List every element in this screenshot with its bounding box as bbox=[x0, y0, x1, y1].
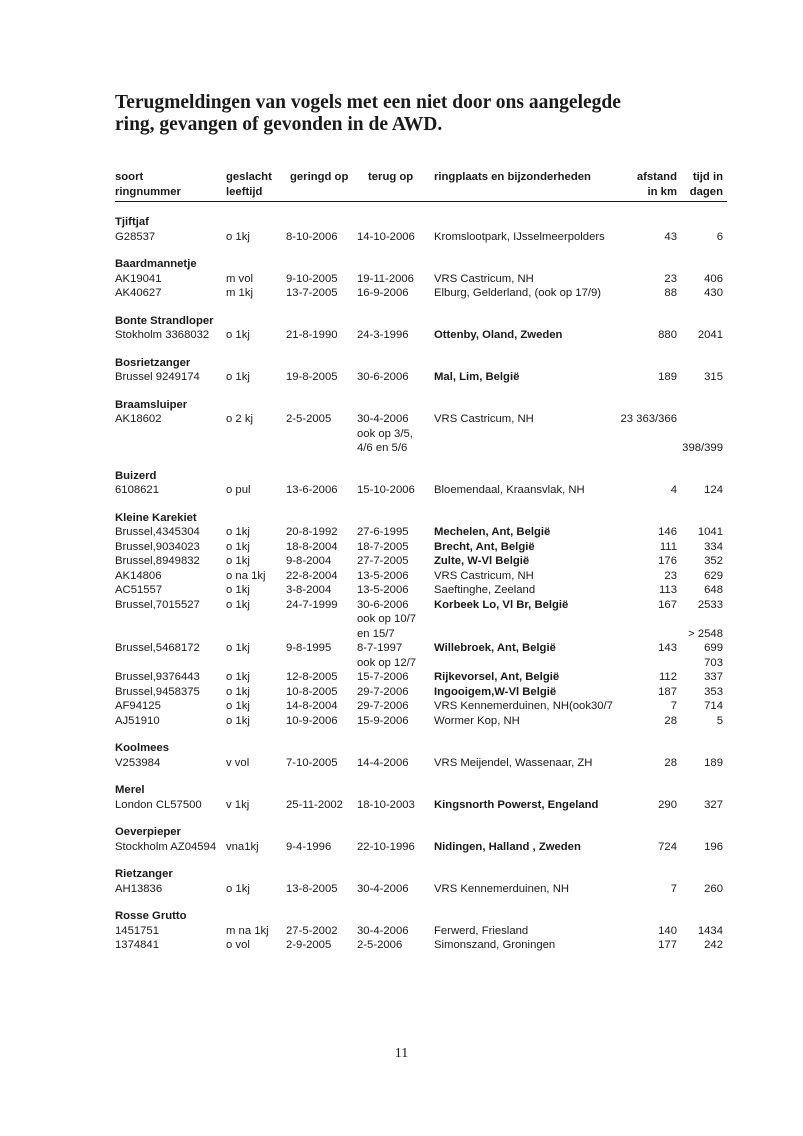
species-group bbox=[115, 469, 727, 498]
ringed-date: 7-10-2005 bbox=[286, 756, 338, 769]
sex-age: o 1kj bbox=[226, 371, 250, 383]
ring-number: Brussel 9249174 bbox=[115, 371, 200, 383]
ring-number: AC51557 bbox=[115, 584, 163, 596]
recovery-date: 14-10-2006 bbox=[357, 230, 415, 243]
header-back-on: terug op bbox=[368, 171, 414, 183]
recovery-date: 18-10-2003 bbox=[357, 798, 415, 811]
recovery-date: 4/6 en 5/6 bbox=[357, 442, 408, 454]
distance-km: 43 bbox=[664, 230, 677, 243]
days-elapsed: 398/399 bbox=[682, 442, 723, 454]
species-name: Merel bbox=[115, 784, 145, 796]
ring-place: Wormer Kop, NH bbox=[434, 714, 520, 727]
distance-km: 146 bbox=[658, 526, 677, 538]
ring-place: VRS Kennemerduinen, NH(ook30/7 bbox=[434, 700, 613, 712]
table-row bbox=[115, 756, 727, 771]
ringed-date: 24-7-1999 bbox=[286, 598, 338, 611]
recovery-date: ook op 12/7 bbox=[357, 656, 417, 669]
recovery-date: ook op 3/5, bbox=[357, 427, 413, 440]
species-name: Rosse Grutto bbox=[115, 910, 187, 922]
days-elapsed: 334 bbox=[704, 540, 723, 553]
header-distance: afstand in km bbox=[636, 171, 677, 198]
days-elapsed: 315 bbox=[704, 371, 723, 383]
sex-age: o 2 kj bbox=[226, 413, 254, 425]
ring-number: London CL57500 bbox=[115, 798, 202, 811]
recovery-date: 29-7-2006 bbox=[357, 700, 409, 712]
table-row bbox=[115, 441, 727, 456]
ring-place: VRS Castricum, NH bbox=[434, 272, 534, 285]
species-group bbox=[115, 356, 727, 385]
days-elapsed: 406 bbox=[704, 272, 723, 285]
table-row bbox=[115, 272, 727, 287]
recovery-date: 8-7-1997 bbox=[357, 642, 403, 654]
table-row bbox=[115, 670, 727, 685]
recovery-date: 27-7-2005 bbox=[357, 555, 409, 567]
recovery-date: 18-7-2005 bbox=[357, 540, 409, 553]
distance-km: 111 bbox=[659, 540, 677, 553]
ring-place: Elburg, Gelderland, (ook op 17/9) bbox=[434, 287, 602, 299]
days-elapsed: 5 bbox=[716, 714, 723, 727]
ringed-date: 10-9-2006 bbox=[286, 714, 338, 727]
ring-place: Saeftinghe, Zeeland bbox=[434, 584, 536, 596]
sex-age: o 1kj bbox=[226, 584, 250, 596]
ring-number: G28537 bbox=[115, 230, 156, 243]
ringed-date: 21-8-1990 bbox=[286, 329, 338, 341]
ring-place: Mal, Lim, België bbox=[434, 371, 520, 383]
species-group bbox=[115, 398, 727, 456]
ring-place: Ingooigem,W-Vl België bbox=[434, 685, 557, 698]
table-row bbox=[115, 699, 727, 714]
sex-age: o 1kj bbox=[226, 671, 250, 683]
ringed-date: 22-8-2004 bbox=[286, 569, 338, 582]
species-group bbox=[115, 909, 727, 953]
distance-km: 167 bbox=[658, 598, 677, 611]
recovery-date: 15-9-2006 bbox=[357, 714, 409, 727]
ring-place: Mechelen, Ant, België bbox=[434, 526, 551, 538]
sex-age: o 1kj bbox=[226, 700, 250, 712]
ring-number: Stokholm 3368032 bbox=[115, 329, 210, 341]
ring-number: AK14806 bbox=[115, 569, 162, 582]
ring-number: AJ51910 bbox=[115, 714, 160, 727]
table-row bbox=[115, 882, 727, 897]
recovery-date: 30-6-2006 bbox=[357, 598, 409, 611]
ring-place: Zulte, W-Vl België bbox=[434, 555, 530, 567]
ring-number: Brussel,4345304 bbox=[115, 526, 200, 538]
ring-place: Simonszand, Groningen bbox=[434, 939, 556, 951]
recovery-date: 13-5-2006 bbox=[357, 584, 409, 596]
ring-place: VRS Castricum, NH bbox=[434, 569, 534, 582]
table-row bbox=[115, 612, 727, 627]
table-row bbox=[115, 483, 727, 498]
ring-number: AF94125 bbox=[115, 700, 161, 712]
recovery-date: 13-5-2006 bbox=[357, 569, 409, 582]
species-name: Baardmannetje bbox=[115, 258, 197, 270]
table-row bbox=[115, 641, 727, 656]
species-group bbox=[115, 215, 727, 244]
distance-km: 140 bbox=[658, 924, 677, 937]
recovery-date: 30-4-2006 bbox=[357, 924, 409, 937]
ring-number: Brussel,9458375 bbox=[115, 685, 200, 698]
ring-place: Bloemendaal, Kraansvlak, NH bbox=[434, 484, 585, 496]
ringed-date: 27-5-2002 bbox=[286, 924, 338, 937]
species-name: Kleine Karekiet bbox=[115, 511, 197, 524]
ringed-date: 12-8-2005 bbox=[286, 671, 338, 683]
sex-age: vna1kj bbox=[226, 840, 259, 853]
days-elapsed: 629 bbox=[704, 569, 723, 582]
ring-number: 6108621 bbox=[115, 484, 159, 496]
table-row bbox=[115, 427, 727, 442]
days-elapsed: 337 bbox=[704, 671, 723, 683]
table-row bbox=[115, 714, 727, 729]
distance-km: 7 bbox=[670, 700, 677, 712]
species-group bbox=[115, 741, 727, 770]
ring-place: VRS Castricum, NH bbox=[434, 413, 534, 425]
table-row bbox=[115, 656, 727, 671]
table-row bbox=[115, 540, 727, 555]
ring-number: Stockholm AZ04594 bbox=[115, 840, 217, 853]
ringed-date: 13-6-2006 bbox=[286, 484, 338, 496]
sex-age: m 1kj bbox=[226, 287, 253, 299]
distance-km: 880 bbox=[658, 329, 677, 341]
header-place: ringplaats en bijzonderheden bbox=[434, 171, 591, 183]
distance-km: 112 bbox=[658, 671, 677, 683]
ring-number: Brussel,5468172 bbox=[115, 642, 200, 654]
ring-place: Korbeek Lo, Vl Br, België bbox=[434, 598, 569, 611]
ringed-date: 9-8-1995 bbox=[286, 642, 332, 654]
title-line-1: Terugmeldingen van vogels met een niet door ons aangelegde bbox=[115, 92, 621, 113]
table-header bbox=[115, 170, 727, 202]
distance-km: 724 bbox=[658, 840, 677, 853]
recovery-date: 2-5-2006 bbox=[357, 939, 403, 951]
distance-km: 113 bbox=[658, 584, 677, 596]
days-elapsed: 2041 bbox=[697, 329, 723, 341]
ring-number: AH13836 bbox=[115, 882, 163, 895]
sex-age: o 1kj bbox=[226, 540, 250, 553]
title-line-2: ring, gevangen of gevonden in de AWD. bbox=[115, 114, 443, 135]
days-elapsed: 242 bbox=[704, 939, 723, 951]
header-days: tijd in dagen bbox=[689, 171, 723, 198]
table-row bbox=[115, 583, 727, 598]
species-groups bbox=[115, 215, 727, 953]
header-ringed-on: geringd op bbox=[290, 171, 349, 183]
table-row bbox=[115, 328, 727, 343]
sex-age: o vol bbox=[226, 939, 250, 951]
recovery-date: 15-7-2006 bbox=[357, 671, 409, 683]
days-elapsed: 1041 bbox=[697, 526, 723, 538]
ring-place: Rijkevorsel, Ant, België bbox=[434, 671, 560, 683]
distance-km: 189 bbox=[658, 371, 677, 383]
sex-age: o pul bbox=[226, 484, 251, 496]
species-group bbox=[115, 867, 727, 896]
header-sex-age: geslacht leeftijd bbox=[226, 171, 272, 198]
days-elapsed: 648 bbox=[704, 584, 723, 596]
sex-age: o 1kj bbox=[226, 714, 250, 727]
ring-place: Nidingen, Halland , Zweden bbox=[434, 840, 581, 853]
recovery-date: 14-4-2006 bbox=[357, 756, 409, 769]
species-name: Bosrietzanger bbox=[115, 356, 191, 369]
recovery-date: 29-7-2006 bbox=[357, 685, 409, 698]
sex-age: o 1kj bbox=[226, 685, 250, 698]
ring-place: Ottenby, Oland, Zweden bbox=[434, 329, 563, 341]
ringed-date: 2-5-2005 bbox=[286, 413, 332, 425]
ring-number: Brussel,9034023 bbox=[115, 540, 200, 553]
table-row bbox=[115, 840, 727, 855]
species-name: Koolmees bbox=[115, 742, 169, 754]
species-group bbox=[115, 314, 727, 343]
sex-age: o 1kj bbox=[226, 555, 250, 567]
days-elapsed: 430 bbox=[704, 287, 723, 299]
sex-age: o 1kj bbox=[226, 329, 250, 341]
species-group bbox=[115, 825, 727, 854]
ring-number: Brussel,8949832 bbox=[115, 555, 200, 567]
table-row bbox=[115, 525, 727, 540]
ring-place: VRS Kennemerduinen, NH bbox=[434, 882, 570, 895]
days-elapsed: 352 bbox=[704, 555, 723, 567]
species-name: Buizerd bbox=[115, 469, 157, 482]
ring-place: Kromslootpark, IJsselmeerpolders bbox=[434, 230, 605, 243]
ring-number: Brussel,7015527 bbox=[115, 598, 200, 611]
ringed-date: 25-11-2002 bbox=[286, 798, 343, 811]
sex-age: o 1kj bbox=[226, 598, 250, 611]
distance-km: 143 bbox=[658, 642, 677, 654]
table-row bbox=[115, 286, 727, 301]
distance-km: 23 bbox=[664, 272, 677, 285]
sex-age: o 1kj bbox=[226, 882, 250, 895]
ringed-date: 13-7-2005 bbox=[286, 287, 338, 299]
days-elapsed: 714 bbox=[704, 700, 723, 712]
recovery-date: en 15/7 bbox=[357, 627, 395, 640]
days-elapsed: 1434 bbox=[697, 924, 723, 937]
table-row bbox=[115, 370, 727, 385]
days-elapsed: 2533 bbox=[697, 598, 723, 611]
table-row bbox=[115, 554, 727, 569]
page-number: 11 bbox=[394, 1046, 409, 1061]
ring-place: Brecht, Ant, België bbox=[434, 540, 535, 553]
sex-age: m na 1kj bbox=[226, 924, 269, 937]
ring-number: Brussel,9376443 bbox=[115, 671, 200, 683]
recovery-date: 30-4-2006 bbox=[357, 882, 409, 895]
ring-place: Kingsnorth Powerst, Engeland bbox=[434, 798, 599, 811]
table-row bbox=[115, 798, 727, 813]
sex-age: o 1kj bbox=[226, 642, 250, 654]
ringed-date: 13-8-2005 bbox=[286, 882, 338, 895]
recovery-date: ook op 10/7 bbox=[357, 613, 417, 625]
header-species: soort ringnummer bbox=[115, 171, 181, 198]
sex-age: o 1kj bbox=[226, 230, 250, 243]
days-elapsed: 196 bbox=[704, 840, 723, 853]
ringed-date: 20-8-1992 bbox=[286, 526, 338, 538]
ring-number: 1374841 bbox=[115, 939, 159, 951]
days-elapsed: 699 bbox=[704, 642, 723, 654]
ring-number: AK19041 bbox=[115, 272, 162, 285]
days-elapsed: 260 bbox=[704, 882, 723, 895]
table-row bbox=[115, 938, 727, 953]
ring-number: 1451751 bbox=[115, 924, 159, 937]
sex-age: o 1kj bbox=[226, 526, 250, 538]
table-row bbox=[115, 412, 727, 427]
distance-km: 7 bbox=[670, 882, 677, 895]
table-row bbox=[115, 685, 727, 700]
recovery-date: 22-10-1996 bbox=[357, 840, 415, 853]
days-elapsed: 124 bbox=[704, 484, 723, 496]
species-name: Braamsluiper bbox=[115, 398, 188, 411]
recovery-date: 27-6-1995 bbox=[357, 526, 409, 538]
distance-km: 88 bbox=[664, 287, 677, 299]
ringed-date: 18-8-2004 bbox=[286, 540, 338, 553]
species-name: Tjiftjaf bbox=[115, 216, 149, 228]
ring-number: AK18602 bbox=[115, 413, 162, 425]
table-row bbox=[115, 924, 727, 939]
recovery-date: 19-11-2006 bbox=[357, 272, 414, 285]
species-name: Oeverpieper bbox=[115, 826, 181, 838]
distance-km: 28 bbox=[664, 756, 677, 769]
ring-place: Willebroek, Ant, België bbox=[434, 642, 556, 654]
ringed-date: 9-10-2005 bbox=[286, 272, 338, 285]
days-elapsed: 703 bbox=[704, 656, 723, 669]
species-group bbox=[115, 511, 727, 729]
days-elapsed: 6 bbox=[716, 230, 723, 243]
page-title bbox=[115, 92, 715, 136]
days-elapsed: > 2548 bbox=[688, 627, 723, 640]
species-group bbox=[115, 257, 727, 301]
ring-number: AK40627 bbox=[115, 287, 162, 299]
distance-km: 187 bbox=[658, 685, 677, 698]
sex-age: v 1kj bbox=[226, 798, 250, 811]
species-name: Rietzanger bbox=[115, 868, 173, 880]
distance-km: 23 bbox=[664, 569, 677, 582]
distance-km: 177 bbox=[658, 939, 677, 951]
table-row bbox=[115, 230, 727, 245]
ring-place: VRS Meijendel, Wassenaar, ZH bbox=[434, 756, 593, 769]
ring-number: V253984 bbox=[115, 756, 161, 769]
recovery-date: 15-10-2006 bbox=[357, 484, 415, 496]
distance-km: 176 bbox=[658, 555, 677, 567]
ringed-date: 2-9-2005 bbox=[286, 939, 332, 951]
ringed-date: 9-4-1996 bbox=[286, 840, 332, 853]
sex-age: v vol bbox=[226, 756, 250, 769]
ringed-date: 3-8-2004 bbox=[286, 584, 332, 596]
table-row bbox=[115, 627, 727, 642]
species-name: Bonte Strandloper bbox=[115, 314, 214, 327]
ringed-date: 19-8-2005 bbox=[286, 371, 338, 383]
ringed-date: 9-8-2004 bbox=[286, 555, 332, 567]
distance-km: 23 363/366 bbox=[620, 413, 677, 425]
distance-km: 28 bbox=[664, 714, 677, 727]
ringed-date: 10-8-2005 bbox=[286, 685, 338, 698]
table-row bbox=[115, 569, 727, 584]
ringed-date: 14-8-2004 bbox=[286, 700, 338, 712]
days-elapsed: 327 bbox=[704, 798, 723, 811]
days-elapsed: 353 bbox=[704, 685, 723, 698]
sex-age: m vol bbox=[226, 272, 253, 285]
ringed-date: 8-10-2006 bbox=[286, 230, 338, 243]
days-elapsed: 189 bbox=[704, 756, 723, 769]
table-row bbox=[115, 598, 727, 613]
species-group bbox=[115, 783, 727, 812]
recovery-date: 30-4-2006 bbox=[357, 413, 409, 425]
sex-age: o na 1kj bbox=[226, 569, 266, 582]
recovery-date: 16-9-2006 bbox=[357, 287, 409, 299]
recoveries-table bbox=[115, 170, 727, 953]
distance-km: 290 bbox=[658, 798, 677, 811]
distance-km: 4 bbox=[670, 484, 677, 496]
ring-place: Ferwerd, Friesland bbox=[434, 924, 529, 937]
recovery-date: 24-3-1996 bbox=[357, 329, 409, 341]
recovery-date: 30-6-2006 bbox=[357, 371, 409, 383]
